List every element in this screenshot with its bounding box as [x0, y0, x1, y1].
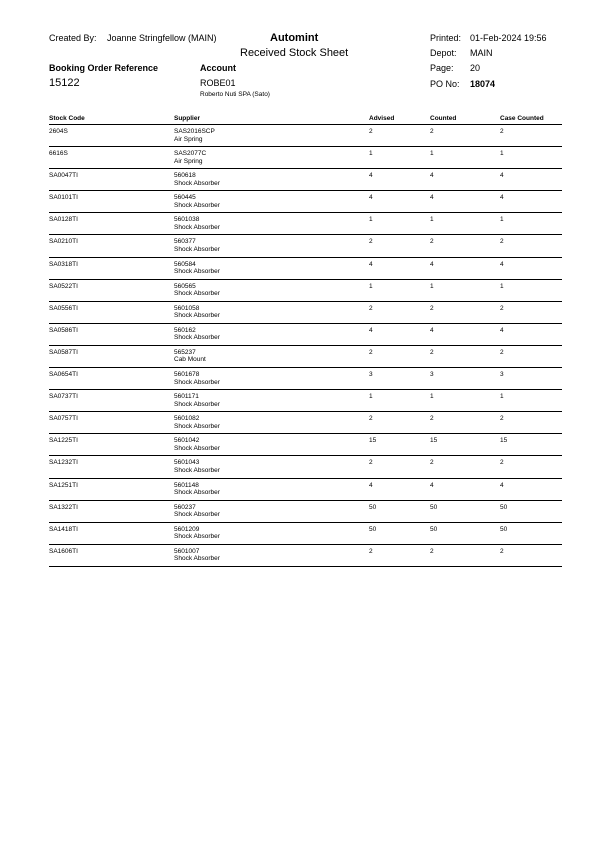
case-counted-cell: 50	[500, 503, 508, 511]
case-counted-cell: 2	[500, 128, 504, 135]
supplier-code: 5601058	[174, 304, 200, 312]
supplier-description: Shock Absorber	[174, 378, 220, 386]
supplier-description: Shock Absorber	[174, 400, 220, 408]
advised-cell: 4	[369, 481, 373, 489]
table-row	[49, 147, 562, 169]
sheet-title: Received Stock Sheet	[240, 47, 349, 59]
supplier-cell	[174, 283, 220, 298]
supplier-code: 5601209	[174, 525, 200, 533]
case-counted-cell: 2	[500, 459, 504, 467]
stock-code-cell: SA1606TI	[49, 547, 78, 555]
stock-code-cell: SA0757TI	[49, 415, 78, 423]
counted-cell: 50	[430, 525, 438, 533]
supplier-description: Shock Absorber	[174, 466, 220, 474]
company-name: Automint	[270, 32, 319, 44]
counted-cell: 2	[430, 547, 434, 555]
supplier-code: 565237	[174, 348, 196, 356]
supplier-code: 560237	[174, 503, 196, 511]
created-by-value: Joanne Stringfellow (MAIN)	[107, 33, 217, 43]
case-counted-cell: 50	[500, 525, 508, 533]
page-label: Page:	[430, 63, 454, 73]
supplier-cell	[174, 548, 220, 563]
stock-code-cell: SA0047TI	[49, 172, 78, 180]
advised-cell: 3	[369, 371, 373, 379]
counted-cell: 4	[430, 326, 434, 334]
stock-code-cell: SA0101TI	[49, 194, 78, 202]
counted-cell: 2	[430, 348, 434, 356]
counted-cell: 2	[430, 415, 434, 423]
case-counted-cell: 4	[500, 260, 504, 268]
supplier-code: 5601082	[174, 415, 200, 423]
counted-cell: 15	[430, 437, 438, 445]
supplier-code: 5601678	[174, 371, 200, 379]
supplier-description: Shock Absorber	[174, 245, 220, 253]
supplier-code: 5601042	[174, 437, 200, 445]
case-counted-cell: 2	[500, 415, 504, 423]
advised-cell: 4	[369, 260, 373, 268]
advised-cell: 1	[369, 150, 373, 158]
advised-cell: 50	[369, 525, 377, 533]
advised-cell: 1	[369, 282, 373, 290]
printed-label: Printed:	[430, 33, 462, 43]
case-counted-cell: 1	[500, 216, 504, 224]
booking-order-label: Booking Order Reference	[49, 63, 159, 73]
supplier-cell	[174, 194, 220, 209]
advised-cell: 4	[369, 194, 373, 202]
table-row	[49, 434, 562, 456]
advised-cell: 2	[369, 459, 373, 467]
col-supplier: Supplier	[174, 115, 201, 122]
supplier-code: 560162	[174, 326, 196, 334]
table-row	[49, 302, 562, 324]
supplier-code: 560618	[174, 172, 196, 180]
table-row	[49, 191, 562, 213]
stock-code-cell: SA0210TI	[49, 238, 78, 246]
case-counted-cell: 2	[500, 348, 504, 356]
table-row	[49, 523, 562, 545]
supplier-description: Shock Absorber	[174, 555, 220, 563]
case-counted-cell: 2	[500, 304, 504, 312]
counted-cell: 1	[430, 282, 434, 290]
supplier-cell	[174, 327, 220, 342]
advised-cell: 2	[369, 547, 373, 555]
supplier-description: Shock Absorber	[174, 223, 220, 231]
counted-cell: 1	[430, 150, 434, 158]
table-row	[49, 501, 562, 523]
counted-cell: 50	[430, 503, 438, 511]
case-counted-cell: 4	[500, 194, 504, 202]
col-counted: Counted	[430, 115, 457, 122]
stock-code-cell: SA1225TI	[49, 437, 78, 445]
table-body	[49, 125, 562, 567]
supplier-code: 5601171	[174, 393, 199, 401]
supplier-description: Cab Mount	[174, 356, 206, 364]
table-row	[49, 280, 562, 302]
case-counted-cell: 1	[500, 393, 504, 401]
case-counted-cell: 4	[500, 481, 504, 489]
counted-cell: 2	[430, 304, 434, 312]
counted-cell: 4	[430, 172, 434, 180]
supplier-code: 560565	[174, 282, 196, 290]
table-row	[49, 125, 562, 147]
supplier-code: 5601043	[174, 459, 200, 467]
printed-value: 01-Feb-2024 19:56	[470, 33, 547, 43]
table-row	[49, 479, 562, 501]
supplier-cell	[174, 150, 206, 165]
supplier-description: Shock Absorber	[174, 444, 220, 452]
col-stock-code: Stock Code	[49, 115, 85, 122]
counted-cell: 2	[430, 128, 434, 135]
supplier-cell	[174, 482, 220, 497]
col-case-counted: Case Counted	[500, 115, 544, 122]
supplier-description: Shock Absorber	[174, 312, 220, 320]
counted-cell: 2	[430, 238, 434, 246]
supplier-description: Shock Absorber	[174, 533, 220, 541]
case-counted-cell: 2	[500, 238, 504, 246]
table-row	[49, 235, 562, 257]
po-value: 18074	[470, 79, 496, 89]
advised-cell: 1	[369, 393, 373, 401]
po-label: PO No:	[430, 79, 460, 89]
supplier-cell	[174, 349, 206, 364]
table-row	[49, 213, 562, 235]
counted-cell: 2	[430, 459, 434, 467]
booking-order-value: 15122	[49, 77, 80, 89]
supplier-cell	[174, 261, 220, 276]
supplier-code: 560584	[174, 260, 196, 268]
supplier-description: Shock Absorber	[174, 201, 220, 209]
advised-cell: 4	[369, 326, 373, 334]
table-row	[49, 545, 562, 567]
supplier-cell	[174, 216, 220, 231]
supplier-description: Shock Absorber	[174, 268, 220, 276]
case-counted-cell: 1	[500, 150, 504, 158]
case-counted-cell: 1	[500, 282, 504, 290]
page-value: 20	[470, 63, 481, 73]
supplier-code: SAS2077C	[174, 150, 207, 158]
supplier-cell	[174, 128, 215, 143]
depot-label: Depot:	[430, 48, 457, 58]
case-counted-cell: 3	[500, 371, 504, 379]
counted-cell: 4	[430, 194, 434, 202]
supplier-code: 5601007	[174, 547, 200, 555]
advised-cell: 4	[369, 172, 373, 180]
table-row	[49, 258, 562, 280]
stock-code-cell: SA0586TI	[49, 326, 78, 334]
stock-code-cell: SA1232TI	[49, 459, 78, 467]
supplier-code: 5601038	[174, 216, 200, 224]
supplier-cell	[174, 393, 220, 408]
supplier-description: Shock Absorber	[174, 290, 220, 298]
stock-code-cell: 6616S	[49, 150, 68, 158]
col-advised: Advised	[369, 115, 395, 122]
table-header	[49, 114, 562, 125]
supplier-description: Air Spring	[174, 157, 203, 165]
advised-cell: 1	[369, 216, 373, 224]
supplier-description: Shock Absorber	[174, 179, 220, 187]
advised-cell: 50	[369, 503, 377, 511]
account-label: Account	[200, 63, 236, 73]
supplier-code: 5601148	[174, 481, 199, 489]
supplier-description: Shock Absorber	[174, 334, 220, 342]
supplier-code: 560445	[174, 194, 196, 202]
supplier-cell	[174, 371, 220, 386]
table-row	[49, 169, 562, 191]
supplier-cell	[174, 526, 220, 541]
supplier-description: Shock Absorber	[174, 511, 220, 519]
advised-cell: 2	[369, 304, 373, 312]
created-by-label: Created By:	[49, 33, 97, 43]
stock-code-cell: SA0128TI	[49, 216, 78, 224]
supplier-description: Air Spring	[174, 135, 203, 143]
supplier-cell	[174, 415, 220, 430]
counted-cell: 1	[430, 393, 434, 401]
supplier-cell	[174, 504, 220, 519]
supplier-cell	[174, 172, 220, 187]
table-row	[49, 346, 562, 368]
table-row	[49, 456, 562, 478]
supplier-code: 560377	[174, 238, 196, 246]
advised-cell: 2	[369, 415, 373, 423]
stock-code-cell: SA1251TI	[49, 481, 78, 489]
stock-code-cell: SA0654TI	[49, 371, 78, 379]
counted-cell: 4	[430, 260, 434, 268]
case-counted-cell: 4	[500, 326, 504, 334]
advised-cell: 15	[369, 437, 377, 445]
stock-code-cell: 2604S	[49, 128, 68, 135]
supplier-cell	[174, 305, 220, 320]
case-counted-cell: 4	[500, 172, 504, 180]
table-row	[49, 412, 562, 434]
stock-code-cell: SA1418TI	[49, 525, 78, 533]
supplier-cell	[174, 238, 220, 253]
stock-code-cell: SA0318TI	[49, 260, 78, 268]
supplier-code: SAS2016SCP	[174, 128, 215, 135]
stock-code-cell: SA1322TI	[49, 503, 78, 511]
counted-cell: 4	[430, 481, 434, 489]
supplier-description: Shock Absorber	[174, 422, 220, 430]
stock-code-cell: SA0556TI	[49, 304, 78, 312]
supplier-cell	[174, 437, 220, 452]
advised-cell: 2	[369, 238, 373, 246]
stock-code-cell: SA0587TI	[49, 348, 78, 356]
supplier-cell	[174, 459, 220, 474]
case-counted-cell: 15	[500, 437, 508, 445]
stock-code-cell: SA0737TI	[49, 393, 78, 401]
counted-cell: 1	[430, 216, 434, 224]
table-row	[49, 324, 562, 346]
account-name: Roberto Nuti SPA (Sato)	[200, 91, 270, 98]
case-counted-cell: 2	[500, 547, 504, 555]
counted-cell: 3	[430, 371, 434, 379]
table-row	[49, 368, 562, 390]
supplier-description: Shock Absorber	[174, 489, 220, 496]
advised-cell: 2	[369, 348, 373, 356]
depot-value: MAIN	[470, 48, 493, 58]
account-value: ROBE01	[200, 78, 236, 88]
advised-cell: 2	[369, 128, 373, 135]
stock-code-cell: SA0522TI	[49, 282, 78, 290]
table-row	[49, 390, 562, 412]
